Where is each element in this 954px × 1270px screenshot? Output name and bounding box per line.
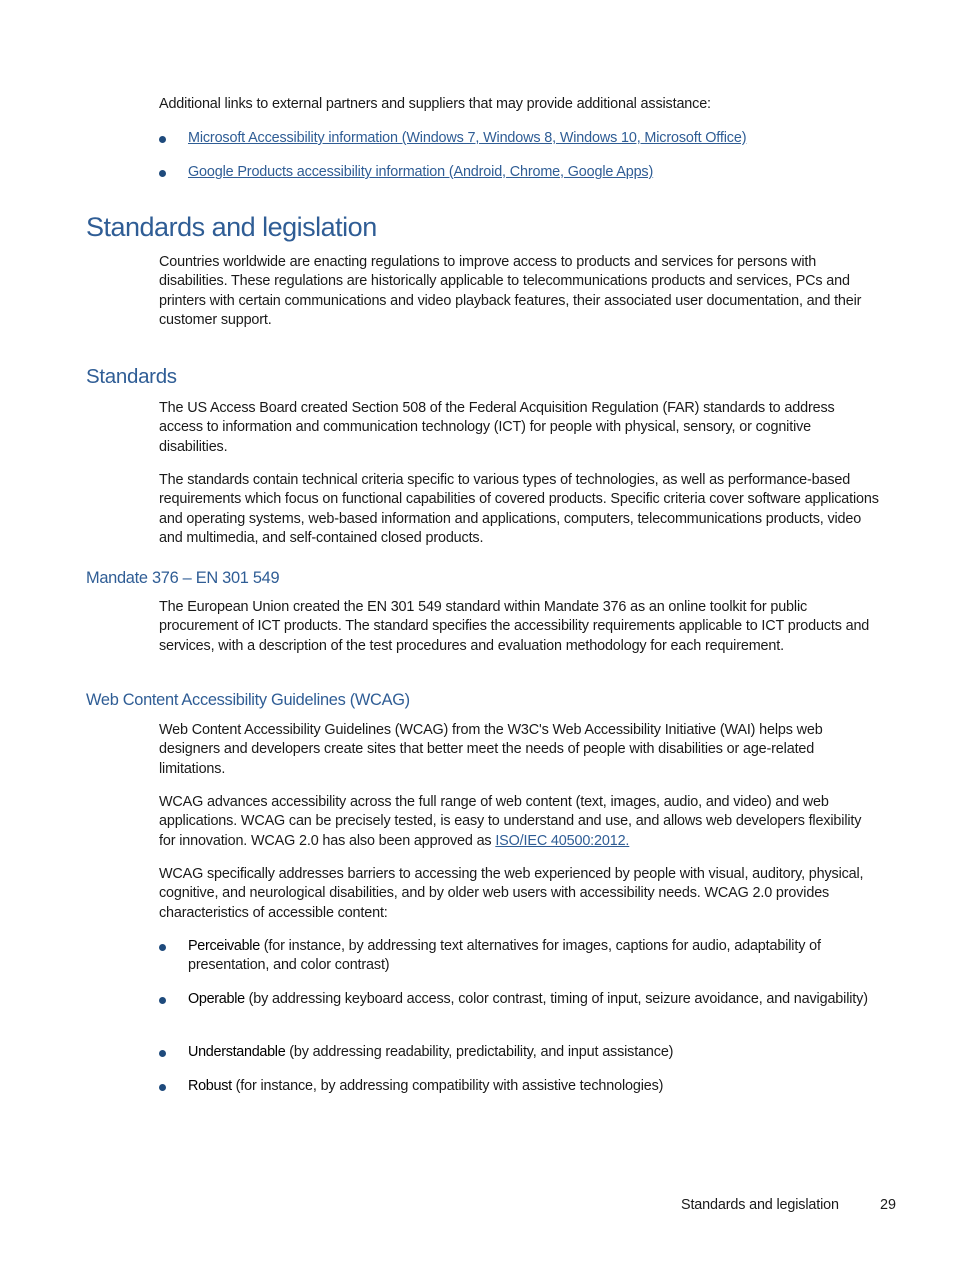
bullet-icon [159, 944, 166, 951]
wcag-paragraph-2 [159, 793, 881, 851]
wcag-paragraph-2-text: WCAG advances accessibility across the full range of web content (text, images, audio, and video) and web applications. WCAG can be precisely tested, is easy to understand and use, and allows web developers flexibility for innovation. WCAG 2.0 has also been approved as [159, 794, 862, 849]
wcag-paragraph-1: Web Content Accessibility Guidelines (WCAG) from the W3C's Web Accessibility Initiative (WAI) helps web designers and developers create sites that better meet the needs of people with disabilities or age-related limitations. [159, 722, 823, 777]
bullet-icon [159, 170, 166, 177]
google-accessibility-link[interactable]: Google Products accessibility information (Android, Chrome, Google Apps) [188, 164, 654, 180]
mandate-heading: Mandate 376 – EN 301 549 [86, 569, 280, 587]
term-understandable: Understandable [188, 1044, 286, 1060]
item-description: (for instance, by addressing compatibility with assistive technologies) [231, 1078, 664, 1094]
mandate-paragraph: The European Union created the EN 301 549 standard within Mandate 376 as an online toolkit for public procurement of ICT products. The standard specifies the accessibility requirements applicable to ICT products and services, with a description of the test procedures and evaluation methodology for each requirement. [159, 599, 870, 654]
bullet-icon [159, 136, 166, 143]
item-description: (for instance, by addressing text alternatives for images, captions for audio, adaptability of presentation, and color contrast) [188, 938, 821, 974]
iso-iec-link[interactable]: ISO/IEC 40500:2012. [495, 832, 630, 849]
bullet-icon [159, 1084, 166, 1091]
term-robust: Robust [188, 1078, 232, 1094]
item-description: (by addressing keyboard access, color contrast, timing of input, seizure avoidance, and navigability) [244, 991, 868, 1007]
section-paragraph: Countries worldwide are enacting regulations to improve access to products and services for persons with disabilities. These regulations are historically applicable to telecommunications products and services, PCs and printers with certain communications and video playback features, their associated user documentation, and their customer support. [159, 254, 862, 328]
standards-paragraph-2: The standards contain technical criteria specific to various types of technologies, as well as performance-based requirements which focus on functional capabilities of covered products. Specific criteria cover software applications and operating systems, web-based information and applications, computers, telecommunications products, video and multimedia, and self-contained closed products. [159, 472, 879, 546]
page-number: 29 [880, 1197, 897, 1213]
footer-section-title: Standards and legislation [681, 1197, 839, 1213]
term-perceivable: Perceivable [188, 938, 260, 954]
microsoft-accessibility-link[interactable]: Microsoft Accessibility information (Windows 7, Windows 8, Windows 10, Microsoft Office) [188, 130, 747, 146]
term-operable: Operable [188, 991, 245, 1007]
intro-paragraph: Additional links to external partners and suppliers that may provide additional assistance: [159, 96, 711, 112]
item-description: (by addressing readability, predictability, and input assistance) [285, 1044, 674, 1060]
bullet-icon [159, 997, 166, 1004]
bullet-icon [159, 1050, 166, 1057]
section-title: Standards and legislation [86, 212, 377, 242]
wcag-heading: Web Content Accessibility Guidelines (WCAG) [86, 691, 410, 709]
standards-heading: Standards [86, 365, 177, 388]
wcag-paragraph-3: WCAG specifically addresses barriers to accessing the web experienced by people with visual, auditory, physical, cognitive, and neurological disabilities, and by older web users with accessibility needs. WCAG 2.0 provides characteristics of accessible content: [159, 866, 864, 921]
standards-paragraph-1: The US Access Board created Section 508 of the Federal Acquisition Regulation (FAR) standards to address access to information and communication technology (ICT) for people with physical, sensory, or cognitive disabilities. [159, 400, 835, 455]
